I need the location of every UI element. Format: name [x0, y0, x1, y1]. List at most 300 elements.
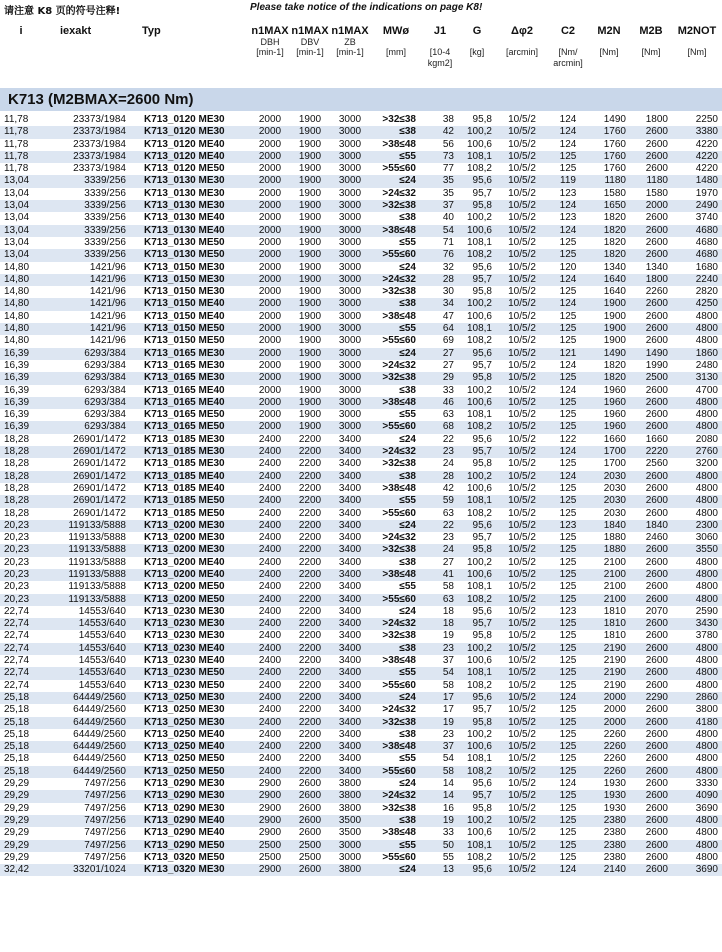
table-cell: 3000: [330, 249, 370, 261]
table-cell: 64: [422, 323, 458, 335]
table-cell: 119133/5888: [42, 594, 130, 606]
table-cell: 1840: [630, 520, 672, 532]
table-cell: 2200: [290, 741, 330, 753]
table-cell: 25,18: [0, 741, 42, 753]
table-cell: 2400: [250, 741, 290, 753]
table-cell: 2000: [258, 138, 282, 150]
table-cell: 3380: [672, 126, 722, 138]
table-cell: 2400: [258, 507, 282, 519]
table-cell: 2400: [258, 679, 282, 691]
table-row: [0, 249, 722, 261]
table-cell: ≤24: [370, 348, 422, 360]
table-cell: 14553/640: [42, 643, 130, 655]
table-cell: K713_0150 ME30: [144, 261, 225, 273]
table-cell: 125: [548, 717, 588, 729]
table-cell: 10/5/2: [508, 532, 536, 544]
table-cell: 2400: [250, 643, 290, 655]
table-cell: ≤24: [370, 864, 422, 876]
table-cell: 1900: [298, 114, 322, 125]
table-cell: 2000: [250, 225, 290, 237]
table-cell: 3060: [695, 532, 718, 544]
table-cell: 32,42: [0, 864, 42, 876]
table-cell: 2200: [290, 495, 330, 507]
table-cell: 1900: [298, 187, 322, 199]
table-cell: 16,39: [0, 348, 42, 360]
header-line: [496, 37, 548, 48]
table-cell: 3550: [672, 544, 722, 556]
table-cell: K713_0165 ME40: [130, 397, 250, 409]
table-cell: 10/5/2: [496, 766, 548, 778]
table-cell: >38≤48: [382, 827, 416, 839]
table-cell: >55≤60: [370, 249, 422, 261]
table-cell: 4680: [672, 225, 722, 237]
table-cell: K713_0130 ME30: [130, 175, 250, 187]
table-cell: 10/5/2: [496, 569, 548, 581]
table-cell: 3400: [338, 507, 362, 519]
table-cell: 119: [548, 175, 588, 187]
table-cell: 2200: [290, 667, 330, 679]
table-cell: 2600: [298, 802, 322, 814]
table-cell: >38≤48: [382, 138, 416, 150]
table-cell: ≤24: [399, 261, 416, 273]
table-cell: 76: [422, 249, 458, 261]
table-cell: 95,8: [472, 802, 492, 814]
table-cell: 10/5/2: [496, 298, 548, 310]
table-cell: 10/5/2: [496, 790, 548, 802]
table-cell: 4800: [672, 495, 722, 507]
table-cell: ≤38: [370, 471, 422, 483]
header-line: [370, 58, 422, 69]
table-cell: 4800: [672, 766, 722, 778]
table-cell: K713_0185 ME30: [130, 446, 250, 458]
table-cell: 124: [559, 778, 577, 790]
table-cell: 125: [559, 286, 577, 298]
table-cell: 10/5/2: [508, 335, 536, 347]
header-line: ZB: [344, 36, 356, 47]
table-cell: 2900: [258, 827, 282, 839]
table-cell: >55≤60: [370, 766, 422, 778]
table-cell: 3400: [330, 495, 370, 507]
table-row: [0, 495, 722, 507]
table-cell: 3000: [330, 225, 370, 237]
table-cell: K713_0185 ME30: [144, 458, 225, 470]
table-cell: 2600: [630, 815, 672, 827]
table-cell: K713_0185 ME50: [130, 495, 250, 507]
table-cell: ≤55: [399, 409, 416, 421]
table-cell: 4800: [672, 594, 722, 606]
table-cell: 100,6: [466, 655, 492, 667]
table-cell: 1421/96: [89, 310, 126, 322]
table-cell: 2600: [645, 138, 668, 150]
table-cell: 125: [559, 802, 577, 814]
table-cell: 1900: [298, 236, 322, 248]
table-cell: 3800: [695, 704, 718, 716]
table-cell: 1660: [645, 433, 668, 445]
table-cell: 1800: [645, 114, 668, 125]
table-cell: 3800: [338, 778, 362, 790]
table-cell: 2190: [588, 667, 630, 679]
table-cell: 10/5/2: [496, 520, 548, 532]
table-cell: K713_0200 ME40: [130, 569, 250, 581]
table-cell: 64449/2560: [73, 728, 126, 740]
table-cell: >55≤60: [382, 335, 416, 347]
table-cell: 26901/1472: [73, 507, 126, 519]
table-cell: 1421/96: [89, 286, 126, 298]
table-cell: 95,7: [472, 359, 492, 371]
table-cell: 3780: [695, 630, 718, 642]
table-cell: 4800: [672, 667, 722, 679]
table-cell: 14,80: [4, 310, 30, 322]
table-cell: 125: [559, 532, 577, 544]
table-cell: 1421/96: [42, 274, 130, 286]
table-cell: 10/5/2: [496, 594, 548, 606]
table-row: [0, 298, 722, 310]
table-cell: 2200: [290, 520, 330, 532]
table-cell: 108,2: [466, 335, 492, 347]
table-cell: 2400: [258, 532, 282, 544]
table-cell: K713_0250 ME50: [130, 766, 250, 778]
table-cell: 2600: [290, 790, 330, 802]
table-cell: 1900: [290, 298, 330, 310]
header-line: [kg]: [469, 47, 485, 57]
table-cell: 4800: [695, 409, 718, 421]
table-row: [0, 471, 722, 483]
table-cell: K713_0185 ME40: [144, 482, 225, 494]
table-cell: 14553/640: [42, 618, 130, 630]
table-cell: 3339/256: [42, 175, 130, 187]
table-cell: 10/5/2: [496, 815, 548, 827]
table-cell: 3000: [330, 840, 370, 852]
table-cell: 10/5/2: [508, 802, 536, 814]
table-cell: 2500: [298, 851, 322, 863]
table-cell: 1900: [290, 126, 330, 138]
table-cell: 119133/5888: [68, 556, 126, 568]
table-cell: 4800: [695, 728, 718, 740]
table-cell: 10/5/2: [496, 323, 548, 335]
table-cell: 22: [422, 520, 458, 532]
table-cell: 16,39: [4, 384, 30, 396]
table-cell: 4220: [695, 138, 718, 150]
table-cell: 2200: [298, 728, 322, 740]
table-cell: >24≤32: [382, 532, 416, 544]
table-cell: 2000: [258, 286, 282, 298]
table-cell: 1900: [298, 286, 322, 298]
table-cell: 125: [559, 753, 577, 765]
table-cell: 14,80: [4, 286, 30, 298]
table-cell: 108,1: [458, 667, 496, 679]
table-cell: 2400: [250, 692, 290, 704]
table-cell: 13,04: [0, 249, 42, 261]
table-cell: ≤55: [370, 495, 422, 507]
table-cell: 19: [422, 815, 458, 827]
header-col-10: [548, 26, 588, 68]
table-cell: 10/5/2: [508, 507, 536, 519]
table-cell: 10/5/2: [508, 630, 536, 642]
header-line: MWø: [382, 25, 410, 37]
table-cell: 3400: [338, 581, 362, 593]
table-cell: 2600: [630, 741, 672, 753]
table-cell: 10/5/2: [508, 778, 536, 790]
table-cell: 2200: [298, 433, 322, 445]
header-col-12: [630, 26, 672, 68]
table-cell: 11,78: [0, 126, 42, 138]
table-cell: 18,28: [4, 433, 30, 445]
table-cell: 14553/640: [42, 667, 130, 679]
table-cell: 2400: [258, 728, 282, 740]
table-cell: 3400: [338, 433, 362, 445]
table-cell: 50: [422, 840, 458, 852]
table-cell: 2600: [645, 335, 668, 347]
table-cell: 108,2: [466, 507, 492, 519]
table-cell: K713_0150 ME50: [130, 323, 250, 335]
table-cell: 2600: [645, 581, 668, 593]
table-cell: 2460: [645, 532, 668, 544]
table-cell: 10/5/2: [496, 200, 548, 212]
table-cell: 2200: [298, 605, 322, 617]
table-cell: 4090: [672, 790, 722, 802]
header-col-7: [422, 26, 458, 68]
table-cell: 2480: [695, 359, 718, 371]
table-cell: 95,7: [472, 532, 492, 544]
table-cell: 2000: [250, 200, 290, 212]
table-cell: >24≤32: [370, 618, 422, 630]
table-cell: 125: [548, 667, 588, 679]
table-cell: 10/5/2: [508, 753, 536, 765]
table-cell: 108,1: [466, 236, 492, 248]
table-cell: >55≤60: [382, 163, 416, 175]
table-cell: 95,8: [458, 717, 496, 729]
table-cell: 2000: [250, 151, 290, 163]
header-line: [290, 58, 330, 69]
table-cell: 19: [422, 717, 458, 729]
table-cell: 3000: [338, 187, 362, 199]
table-cell: 124: [548, 692, 588, 704]
table-cell: K713_0200 ME30: [130, 520, 250, 532]
header-line: [arcmin]: [505, 47, 538, 57]
table-cell: 2490: [672, 200, 722, 212]
table-cell: 2200: [298, 556, 322, 568]
table-cell: 20,23: [0, 594, 42, 606]
table-cell: 1760: [588, 126, 630, 138]
table-cell: 64449/2560: [42, 741, 130, 753]
table-cell: 10/5/2: [496, 348, 548, 360]
table-cell: 2000: [258, 359, 282, 371]
header-line: DBH: [260, 36, 280, 47]
table-cell: 95,7: [458, 274, 496, 286]
table-cell: >24≤32: [370, 790, 422, 802]
table-cell: 100,2: [466, 212, 492, 224]
table-cell: 125: [559, 507, 577, 519]
table-cell: 29: [422, 372, 458, 384]
table-cell: 2500: [630, 372, 672, 384]
table-cell: 10/5/2: [496, 446, 548, 458]
section-title: K713 (M2BMAX=2600 Nm): [8, 91, 194, 108]
table-cell: 2200: [298, 458, 322, 470]
table-cell: 10/5/2: [496, 618, 548, 630]
table-cell: 3000: [338, 359, 362, 371]
table-cell: 10/5/2: [496, 471, 548, 483]
table-cell: 1960: [603, 409, 626, 421]
table-cell: 20,23: [4, 556, 30, 568]
table-cell: >32≤38: [370, 200, 422, 212]
table-cell: 7497/256: [42, 815, 130, 827]
table-cell: 119133/5888: [42, 520, 130, 532]
table-cell: 22,74: [4, 605, 30, 617]
table-cell: ≤55: [370, 323, 422, 335]
table-cell: 10/5/2: [496, 741, 548, 753]
table-cell: 2000: [258, 236, 282, 248]
table-cell: K713_0120 ME40: [130, 151, 250, 163]
table-cell: K713_0250 ME50: [144, 753, 225, 765]
table-cell: 10/5/2: [496, 643, 548, 655]
table-cell: 2000: [250, 249, 290, 261]
table-cell: 3339/256: [42, 249, 130, 261]
table-cell: 10/5/2: [508, 605, 536, 617]
table-cell: 10/5/2: [508, 679, 536, 691]
table-cell: 2100: [588, 569, 630, 581]
table-cell: 2380: [603, 851, 626, 863]
table-cell: 10/5/2: [508, 261, 536, 273]
table-cell: 7497/256: [84, 778, 126, 790]
table-cell: 7497/256: [84, 802, 126, 814]
table-cell: 4800: [695, 507, 718, 519]
table-cell: 7497/256: [84, 827, 126, 839]
header-line: n1MAX: [291, 25, 329, 37]
table-cell: 2290: [630, 692, 672, 704]
table-cell: 54: [422, 225, 458, 237]
table-cell: 4220: [672, 151, 722, 163]
table-cell: K713_0200 ME30: [144, 532, 225, 544]
table-cell: 100,6: [466, 138, 492, 150]
header-line: [250, 58, 290, 69]
table-cell: 18,28: [4, 458, 30, 470]
table-cell: 16,39: [0, 372, 42, 384]
table-cell: 2260: [588, 741, 630, 753]
table-cell: 2600: [645, 482, 668, 494]
table-cell: ≤24: [399, 605, 416, 617]
table-row: [0, 151, 722, 163]
table-cell: 2000: [588, 717, 630, 729]
table-cell: 122: [559, 433, 577, 445]
table-cell: 10/5/2: [508, 384, 536, 396]
table-cell: 1490: [603, 114, 626, 125]
table-cell: 108,2: [458, 421, 496, 433]
table-cell: 13,04: [0, 225, 42, 237]
table-cell: 125: [548, 249, 588, 261]
table-cell: 1340: [645, 261, 668, 273]
table-cell: 7497/256: [42, 840, 130, 852]
table-cell: ≤24: [370, 175, 422, 187]
table-cell: 10/5/2: [496, 126, 548, 138]
table-cell: 125: [559, 556, 577, 568]
table-cell: >55≤60: [382, 679, 416, 691]
table-cell: 2500: [290, 840, 330, 852]
table-cell: 3500: [338, 827, 362, 839]
header-line: [496, 58, 548, 69]
table-cell: 2030: [588, 495, 630, 507]
table-cell: 14,80: [4, 335, 30, 347]
table-cell: 10/5/2: [508, 212, 536, 224]
table-cell: 2600: [645, 753, 668, 765]
table-row: [0, 569, 722, 581]
table-cell: 108,1: [466, 753, 492, 765]
table-cell: 27: [442, 556, 454, 568]
table-cell: 95,6: [458, 692, 496, 704]
table-cell: 35: [442, 187, 454, 199]
table-cell: 3740: [695, 212, 718, 224]
table-cell: 124: [559, 114, 577, 125]
header-line: G: [472, 25, 482, 37]
table-cell: 4680: [672, 249, 722, 261]
table-cell: 2600: [630, 717, 672, 729]
table-cell: K713_0250 ME30: [130, 717, 250, 729]
table-cell: 2600: [645, 778, 668, 790]
table-cell: 108,1: [466, 409, 492, 421]
table-cell: ≤55: [399, 753, 416, 765]
header-line: [370, 37, 422, 48]
table-row: [0, 692, 722, 704]
table-cell: 14: [442, 778, 454, 790]
table-cell: 2190: [603, 679, 626, 691]
table-cell: 124: [559, 384, 577, 396]
table-cell: 2600: [298, 827, 322, 839]
table-cell: 3400: [338, 630, 362, 642]
table-cell: 24: [442, 458, 454, 470]
table-cell: 1900: [290, 225, 330, 237]
table-cell: 16,39: [4, 409, 30, 421]
table-cell: 95,8: [458, 200, 496, 212]
table-cell: 2030: [603, 482, 626, 494]
table-cell: 2000: [258, 187, 282, 199]
table-cell: K713_0250 ME30: [144, 704, 225, 716]
table-row: [0, 126, 722, 138]
table-cell: 2600: [630, 249, 672, 261]
table-cell: 34: [422, 298, 458, 310]
table-cell: 95,6: [472, 605, 492, 617]
table-cell: 6293/384: [42, 348, 130, 360]
table-cell: 68: [422, 421, 458, 433]
header-line: [630, 58, 672, 69]
table-cell: 3000: [338, 261, 362, 273]
table-cell: >38≤48: [382, 482, 416, 494]
table-cell: 2200: [298, 630, 322, 642]
table-cell: 2200: [298, 482, 322, 494]
table-cell: 2600: [290, 864, 330, 876]
table-cell: 119133/5888: [42, 544, 130, 556]
table-row: [0, 409, 722, 421]
table-cell: 125: [548, 151, 588, 163]
header-col-4: [290, 26, 330, 68]
table-cell: 95,6: [472, 261, 492, 273]
table-cell: 100,2: [458, 643, 496, 655]
table-cell: 3400: [338, 532, 362, 544]
table-cell: 2860: [672, 692, 722, 704]
table-row: [0, 827, 722, 839]
table-cell: ≤24: [399, 433, 416, 445]
table-cell: 125: [548, 766, 588, 778]
table-cell: 3500: [330, 815, 370, 827]
table-cell: 23373/1984: [73, 138, 126, 150]
table-cell: 2380: [588, 840, 630, 852]
table-cell: 26901/1472: [73, 458, 126, 470]
table-cell: K713_0130 ME30: [144, 187, 225, 199]
table-cell: 1930: [603, 778, 626, 790]
table-row: [0, 385, 722, 397]
table-cell: 3800: [330, 790, 370, 802]
header-line: [548, 37, 588, 48]
table-cell: 124: [548, 274, 588, 286]
table-cell: 1810: [603, 630, 626, 642]
